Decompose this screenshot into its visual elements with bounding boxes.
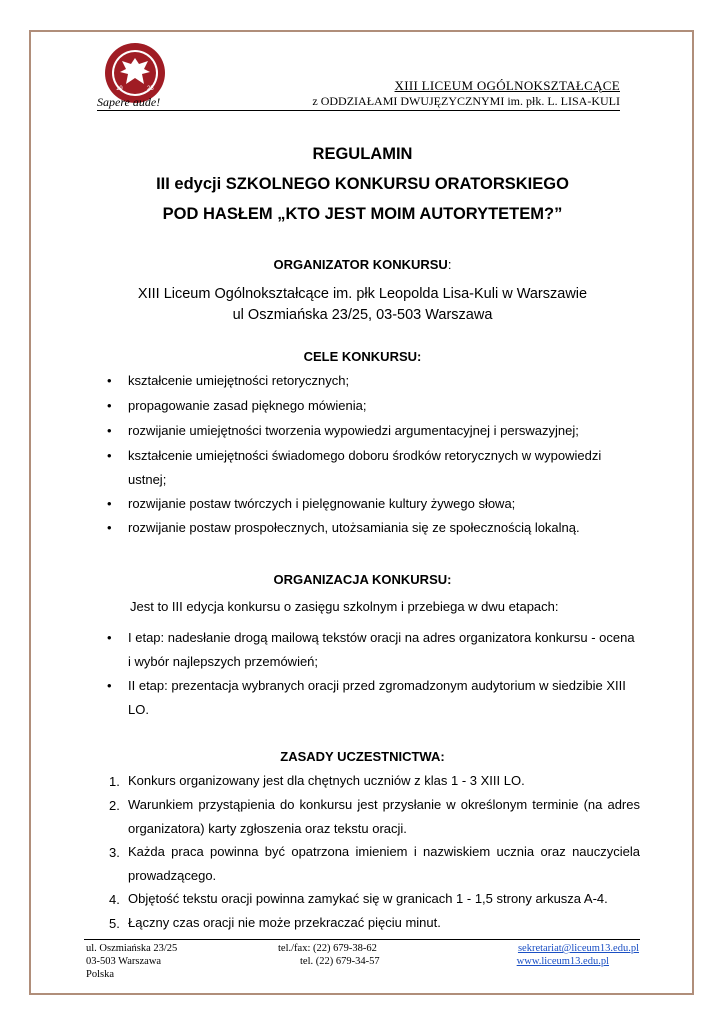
footer-city: 03-503 Warszawa bbox=[86, 956, 162, 967]
organization-stage: II etap: prezentacja wybranych oracji przed zgromadzonym audytorium w siedzibie XIII LO. bbox=[128, 678, 626, 717]
footer-phone: tel. (22) 679-34-57 bbox=[300, 956, 380, 967]
school-name: XIII LICEUM OGÓLNOKSZTAŁCĄCE bbox=[394, 78, 620, 93]
organizer-heading-text: ORGANIZATOR KONKURSU bbox=[273, 257, 448, 272]
organizer-address: ul Oszmiańska 23/25, 03-503 Warszawa bbox=[232, 307, 493, 323]
rule-number: 3. bbox=[109, 845, 120, 860]
organizer-name: XIII Liceum Ogólnokształcące im. płk Leopolda Lisa-Kuli w Warszawie bbox=[137, 286, 588, 302]
goal-item: kształcenie umiejętności retorycznych; bbox=[128, 373, 350, 388]
organization-intro: Jest to III edycja konkursu o zasięgu szkolnym i przebiega w dwu etapach: bbox=[130, 599, 559, 614]
bullet-icon: • bbox=[107, 398, 112, 413]
bullet-icon: • bbox=[107, 448, 112, 463]
organizer-heading bbox=[0, 257, 725, 272]
rule-item: Każda praca powinna być opatrzona imieniem i nazwiskiem ucznia oraz nauczyciela prowadzącego. bbox=[128, 844, 640, 883]
footer-email-link[interactable]: sekretariat@liceum13.edu.pl bbox=[517, 943, 639, 954]
school-header bbox=[312, 78, 620, 109]
footer-divider bbox=[84, 939, 640, 940]
logo-year-left: 19 bbox=[116, 86, 123, 92]
goal-item: kształcenie umiejętności świadomego doboru środków retorycznych w wypowiedzi ustnej; bbox=[128, 448, 602, 487]
footer-website-link[interactable]: www.liceum13.edu.pl bbox=[516, 956, 609, 967]
rule-number: 5. bbox=[109, 916, 120, 931]
goal-item: rozwijanie umiejętności tworzenia wypowiedzi argumentacyjnej i perswazyjnej; bbox=[128, 423, 579, 438]
rule-number: 2. bbox=[109, 798, 120, 813]
footer-phone-fax: tel./fax: (22) 679-38-62 bbox=[278, 943, 377, 954]
bullet-icon: • bbox=[107, 496, 112, 511]
goal-item: rozwijanie postaw prospołecznych, utożsamiania się ze społecznością lokalną. bbox=[128, 520, 580, 535]
rule-item: Konkurs organizowany jest dla chętnych uczniów z klas 1 - 3 XIII LO. bbox=[128, 773, 525, 788]
rule-item: Łączny czas oracji nie może przekraczać pięciu minut. bbox=[128, 915, 441, 930]
footer-street: ul. Oszmiańska 23/25 bbox=[86, 943, 178, 954]
rule-item: Warunkiem przystąpienia do konkursu jest przysłanie w określonym terminie (na adres organizatora) karty zgłoszenia oraz tekstu oracji. bbox=[128, 797, 640, 836]
bullet-icon: • bbox=[107, 520, 112, 535]
document-subtitle-1: III edycji SZKOLNEGO KONKURSU ORATORSKIEGO bbox=[156, 175, 569, 193]
bullet-icon: • bbox=[107, 423, 112, 438]
header-divider bbox=[97, 110, 620, 111]
organization-heading: ORGANIZACJA KONKURSU: bbox=[273, 572, 452, 587]
footer-address bbox=[86, 942, 177, 981]
rule-item: Objętość tekstu oracji powinna zamykać się w granicach 1 - 1,5 strony arkusza A-4. bbox=[128, 891, 608, 906]
goals-heading: CELE KONKURSU: bbox=[303, 349, 422, 364]
rule-number: 1. bbox=[109, 774, 120, 789]
rules-heading: ZASADY UCZESTNICTWA: bbox=[280, 749, 445, 764]
footer-country: Polska bbox=[86, 969, 115, 980]
document-title: REGULAMIN bbox=[312, 145, 413, 163]
document-subtitle-2: POD HASŁEM „KTO JEST MOIM AUTORYTETEM?” bbox=[162, 205, 563, 223]
bullet-icon: • bbox=[107, 373, 112, 388]
organizer-heading-colon: : bbox=[447, 257, 452, 272]
school-subtitle: z ODDZIAŁAMI DWUJĘZYCZNYMI im. płk. L. LISA-KULI bbox=[312, 94, 620, 108]
goal-item: rozwijanie postaw twórczych i pielęgnowanie kultury żywego słowa; bbox=[128, 496, 516, 511]
rule-number: 4. bbox=[109, 892, 120, 907]
logo-year-right: 25 bbox=[147, 86, 154, 92]
organization-stage: I etap: nadesłanie drogą mailową tekstów oracji na adres organizatora konkursu - ocena i wybór najlepszych przemówień; bbox=[128, 630, 635, 669]
bullet-icon: • bbox=[107, 630, 112, 645]
bullet-icon: • bbox=[107, 678, 112, 693]
goal-item: propagowanie zasad pięknego mówienia; bbox=[128, 398, 367, 413]
school-motto: Sapere aude! bbox=[97, 95, 161, 109]
